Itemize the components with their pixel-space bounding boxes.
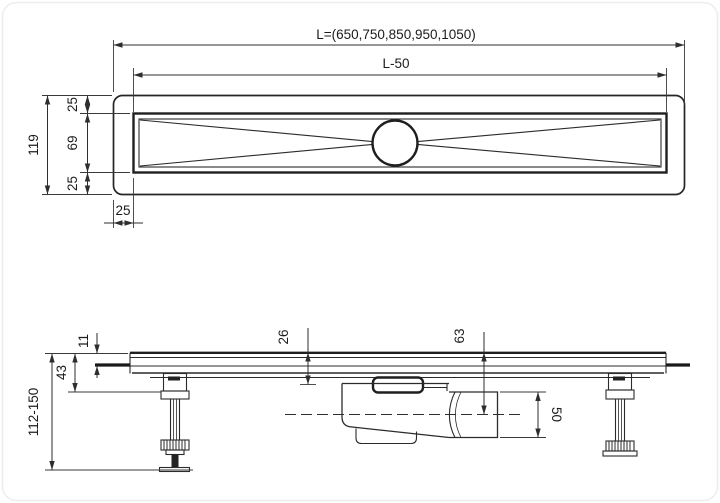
dim-channel-width-label: 69 [65,135,80,151]
cross-brace-lines [140,120,660,166]
foot-bracket-slot [168,377,180,381]
foot-bracket [164,374,187,392]
foot-adjust-nut [606,441,634,451]
outlet-pipe [449,392,498,438]
foot-rod [171,399,180,440]
foot-bracket-slot [613,377,625,381]
foot-adjust-nut [161,440,189,455]
foot-base-plate [160,468,190,472]
foot-bracket [609,374,632,391]
side-view [26,328,690,472]
outlet-gasket [373,378,423,393]
left-adjustable-foot [160,374,190,472]
foot-base-plate [603,451,637,456]
dim-end-margin-label: 25 [115,203,131,218]
dim-body-height [54,354,75,393]
dim-overall-width-label: 119 [26,134,41,156]
dim-install-height-label: 112-150 [26,387,41,437]
dim-channel-depth-label: 26 [276,329,291,345]
dim-cutout-length [134,56,667,112]
foot-rod [616,399,625,441]
dim-body-height-label: 43 [54,364,69,381]
right-adjustable-foot [603,374,637,457]
dim-outlet-size-label: 50 [549,406,564,423]
foot-collar [606,390,634,399]
dim-channel-depth [276,328,316,385]
dim-length-label: L=(650,750,850,950,1050) [316,27,476,42]
top-view [26,27,685,228]
dim-width-chain [65,96,130,195]
drain-outlet-circle [373,121,418,166]
dim-outlet-axis-depth-label: 63 [452,328,467,344]
dim-flange-bottom-label: 25 [65,175,80,192]
siphon-trap [285,378,524,444]
dim-grate-height-label: 11 [76,333,91,349]
dim-install-height [26,354,52,471]
dim-end-margin [104,178,143,228]
drain-channel-opening-inner [139,119,661,167]
drain-outer-flange [114,96,685,195]
image-frame [3,3,718,501]
drain-channel-opening [134,114,667,173]
foot-collar [161,391,189,399]
foot-thread-screw [172,455,179,469]
dim-cutout-length-label: L-50 [382,56,410,71]
dim-grate-height [76,333,97,378]
dim-flange-top-label: 25 [65,96,80,113]
